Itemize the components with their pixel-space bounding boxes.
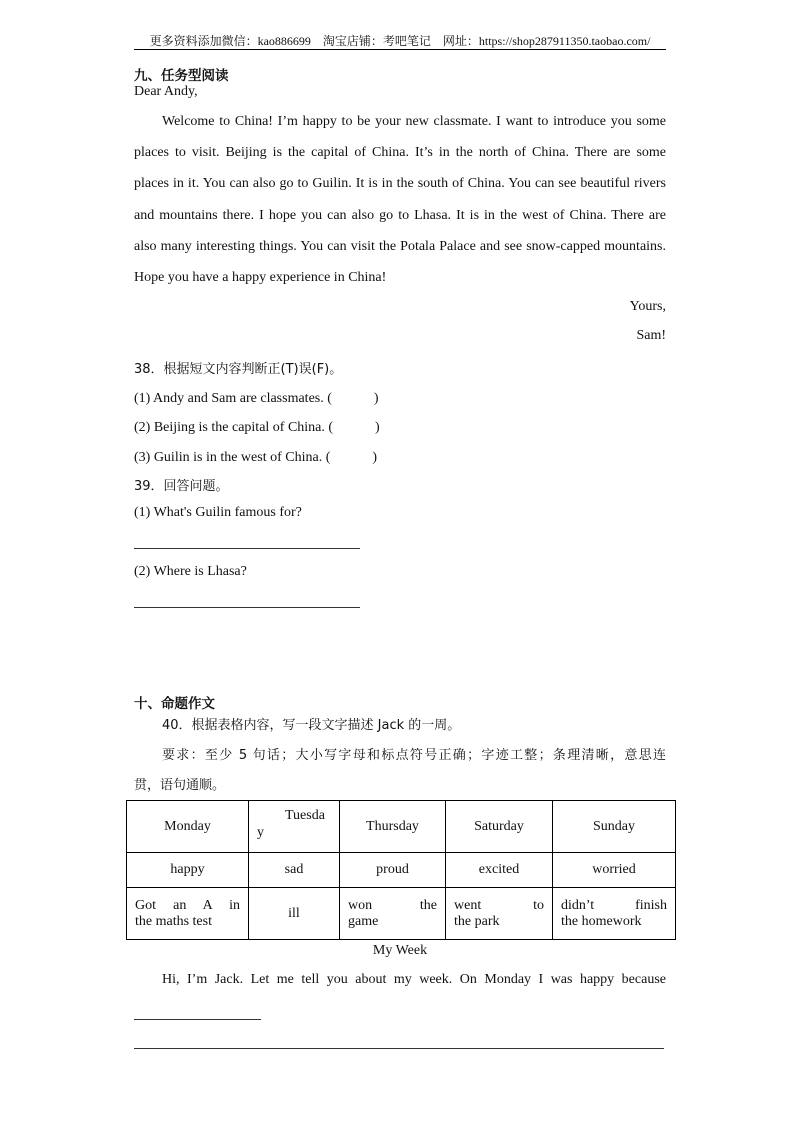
table-row	[127, 801, 676, 853]
question-39-item-2: (2) Where is Lhasa?	[134, 564, 247, 579]
cell-line: the maths test	[135, 913, 212, 929]
table-row	[127, 853, 676, 888]
tuesday-part-2: y	[257, 825, 264, 840]
tuesday-part-1: Tuesda	[285, 808, 325, 823]
table-cell: proud	[340, 853, 446, 888]
cell-line: the park	[454, 913, 500, 929]
question-38-item-3: (3) Guilin is in the west of China. ( )	[134, 450, 378, 465]
letter-body	[134, 106, 666, 293]
cell-line: won the	[348, 897, 437, 913]
table-header-cell: Thursday	[340, 801, 446, 853]
question-38-item-2: (2) Beijing is the capital of China. ( )	[134, 420, 380, 435]
table-header-cell: Saturday	[446, 801, 553, 853]
letter-line: places in it. You can also go to Guilin. It is in the south of China. You can see beautiful rivers	[134, 176, 666, 192]
cell-line: game	[348, 913, 379, 929]
essay-title: My Week	[372, 943, 428, 958]
table-row	[127, 888, 676, 940]
question-40-prompt: 40．根据表格内容，写一段文字描述 Jack 的一周。	[162, 718, 461, 733]
section-10-title: 十、命题作文	[134, 696, 215, 712]
table-cell: worried	[553, 853, 676, 888]
letter-closing: Yours,	[629, 299, 666, 314]
table-cell: happy	[127, 853, 249, 888]
table-header-cell: Sunday	[553, 801, 676, 853]
letter-signature: Sam!	[636, 328, 666, 343]
weekly-table	[126, 800, 676, 940]
table-cell: sad	[249, 853, 340, 888]
header-divider	[134, 49, 666, 50]
cell-line: Got an A in	[135, 897, 240, 913]
letter-greeting: Dear Andy,	[134, 84, 198, 99]
page-header: 更多资料添加微信：kao886699 淘宝店铺：考吧笔记 网址：https://shop287911350.taobao.com/	[149, 34, 651, 48]
question-38-item-1: (1) Andy and Sam are classmates. ( )	[134, 391, 379, 406]
answer-line[interactable]	[134, 548, 360, 549]
table-cell	[127, 888, 249, 940]
requirement-line-2: 贯，语句通顺。	[134, 778, 226, 793]
table-cell	[446, 888, 553, 940]
writing-line[interactable]	[134, 1048, 664, 1049]
table-header-cell-tuesday	[249, 801, 340, 853]
letter-line: Hope you have a happy experience in China!	[134, 269, 387, 285]
letter-line: also many interesting things. You can visit the Potala Palace and see snow-capped mountains.	[134, 238, 666, 254]
letter-line: and mountains there. I hope you can also go to Lhasa. It is in the west of China. There are	[134, 207, 666, 223]
question-39-item-1: (1) What's Guilin famous for?	[134, 505, 302, 520]
cell-line: the homework	[561, 913, 642, 929]
table-cell	[553, 888, 676, 940]
letter-line: Welcome to China! I’m happy to be your new classmate. I want to introduce you some	[162, 114, 666, 129]
essay-start: Hi, I’m Jack. Let me tell you about my week. On Monday I was happy because	[162, 972, 666, 987]
table-cell	[340, 888, 446, 940]
section-9-title: 九、任务型阅读	[134, 68, 229, 84]
question-39-title: 39．回答问题。	[134, 479, 229, 494]
table-cell: excited	[446, 853, 553, 888]
question-38-title: 38．根据短文内容判断正(T)误(F)。	[134, 362, 343, 377]
requirement-line-1: 要求：至少 5 句话；大小写字母和标点符号正确；字迹工整；条理清晰，意思连	[162, 748, 666, 763]
table-header-cell: Monday	[127, 801, 249, 853]
answer-line[interactable]	[134, 607, 360, 608]
writing-line[interactable]	[134, 1019, 261, 1020]
cell-line: went to	[454, 897, 544, 913]
table-cell: ill	[249, 888, 340, 940]
letter-line: places to visit. Beijing is the capital of China. It’s in the north of China. There are some	[134, 145, 666, 161]
cell-line: didn’t finish	[561, 897, 667, 913]
